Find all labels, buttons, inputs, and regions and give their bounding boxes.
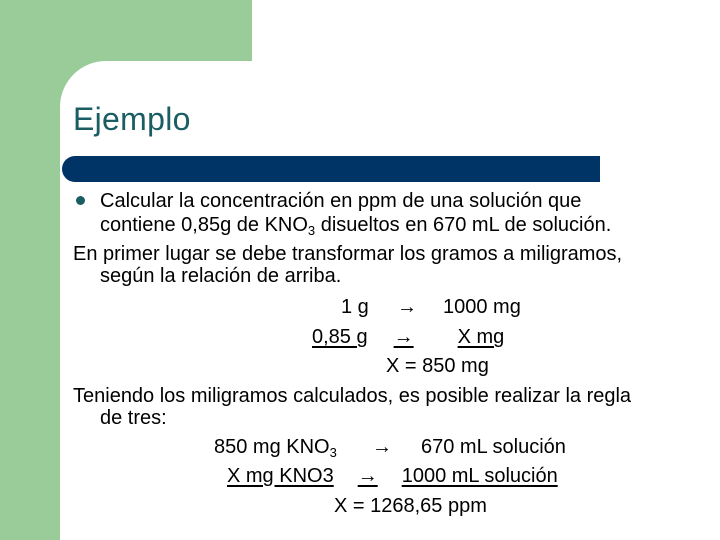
result-1: X = 850 mg — [386, 355, 489, 377]
subscript: 3 — [307, 223, 316, 238]
ratio3-text: 850 mg KNO — [214, 436, 330, 458]
step2-line-2: de tres: — [100, 407, 167, 429]
step1-line-2: según la relación de arriba. — [100, 265, 342, 287]
subscript: 3 — [329, 445, 337, 460]
step2-line-1: Teniendo los miligramos calculados, es posible realizar la regla — [73, 385, 632, 407]
decorative-green-sidebar — [0, 0, 60, 540]
title-underline-bar — [62, 156, 600, 182]
problem-text: disueltos en 670 mL de solución. — [315, 214, 612, 236]
ratio2-row — [312, 322, 526, 352]
ratio3-left — [214, 432, 337, 462]
slide-title: Ejemplo — [73, 101, 191, 137]
ratio1-right: 1000 mg — [443, 296, 521, 318]
result-2: X = 1268,65 ppm — [334, 495, 487, 517]
bullet-icon — [76, 196, 85, 205]
ratio2-left: 0,85 g — [312, 326, 368, 348]
problem-line-1: Calcular la concentración en ppm de una solución que — [100, 190, 582, 212]
ratio4-left: X mg KNO3 — [227, 465, 334, 487]
ratio4-right: 1000 mL solución — [401, 465, 558, 487]
ratio1-arrow: → — [397, 296, 417, 318]
ratio1-left: 1 g — [341, 296, 369, 318]
step1-line-1: En primer lugar se debe transformar los gramos a miligramos, — [73, 243, 623, 265]
ratio4-row — [227, 461, 599, 491]
ratio4-arrow: → — [357, 465, 378, 487]
problem-line-2 — [100, 210, 611, 240]
ratio2-arrow: → — [393, 326, 414, 348]
ratio3-right: 670 mL solución — [421, 436, 566, 458]
ratio2-right: X mg — [457, 326, 505, 348]
problem-text: contiene 0,85g de KNO — [100, 214, 308, 236]
ratio3-arrow: → — [372, 436, 392, 458]
